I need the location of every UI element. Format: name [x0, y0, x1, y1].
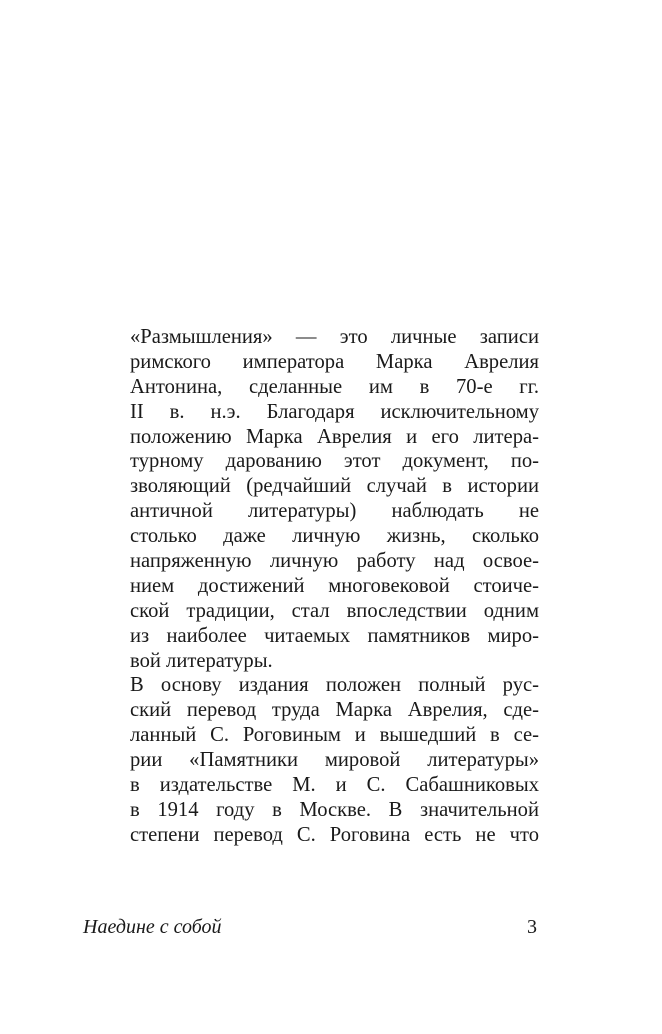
paragraph: [130, 325, 539, 673]
text-line: рии «Памятники мировой литературы»: [130, 749, 539, 772]
running-title: Наедине с собой: [83, 916, 222, 938]
text-line: Антонина, сделанные им в 70-е гг.: [130, 375, 539, 398]
body-text: [130, 325, 539, 848]
text-line: ланный С. Роговиным и вышедший в се-: [130, 724, 539, 747]
text-line: ской традиции, стал впоследствии одним: [130, 599, 539, 622]
text-line: в 1914 году в Москве. В значительной: [130, 798, 539, 821]
text-line: В основу издания положен полный рус-: [130, 674, 539, 697]
text-line: из наиболее читаемых памятников миро-: [130, 624, 539, 647]
text-line: в издательстве М. и С. Сабашниковых: [130, 774, 539, 797]
text-line: «Размышления» — это личные записи: [130, 326, 539, 348]
text-line: античной литературы) наблюдать не: [130, 500, 539, 523]
text-line: турному дарованию этот документ, по-: [130, 450, 539, 473]
text-line: II в. н.э. Благодаря исключительному: [130, 400, 539, 423]
paragraph: [130, 673, 539, 847]
text-line: ский перевод труда Марка Аврелия, сде-: [130, 699, 539, 722]
text-line: нием достижений многовековой стоиче-: [130, 574, 539, 597]
text-line: вой литературы.: [130, 649, 273, 672]
page-number: 3: [527, 916, 537, 938]
text-line: степени перевод С. Роговина есть не что: [130, 823, 539, 846]
text-line: зволяющий (редчайший случай в истории: [130, 475, 539, 498]
text-line: столько даже личную жизнь, сколько: [130, 525, 539, 548]
text-line: положению Марка Аврелия и его литера-: [130, 425, 539, 448]
text-line: римского императора Марка Аврелия: [130, 350, 539, 373]
text-line: напряженную личную работу над освое-: [130, 550, 539, 573]
